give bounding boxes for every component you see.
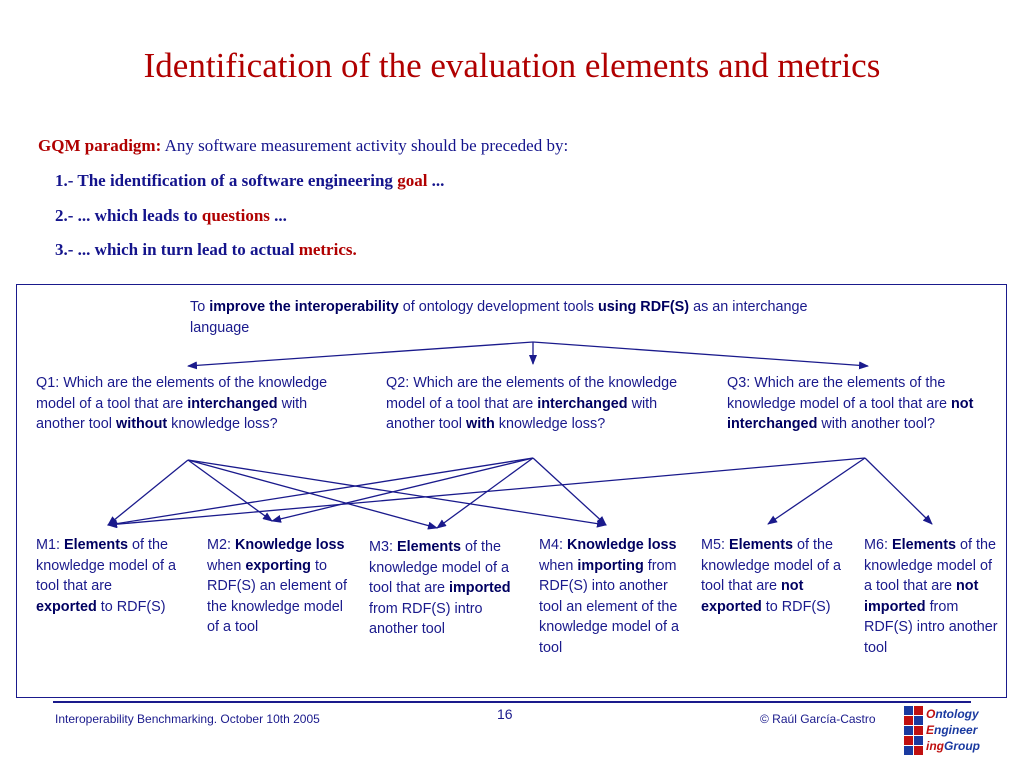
m1-id: M1: — [36, 537, 60, 553]
gqm-step-1-keyword: goal — [397, 171, 428, 190]
q1-text-2: with another tool — [36, 395, 308, 432]
m2-id: M2: — [207, 537, 231, 553]
footer-left-text: Interoperability Benchmarking. October 10th 2005 — [55, 712, 320, 726]
q1-id: Q1: — [36, 375, 60, 391]
gqm-step-1 — [55, 171, 444, 191]
q3-text-1: Which are the elements of the knowledge model of a tool that are — [727, 375, 947, 412]
logo-line-1-cap: O — [926, 707, 936, 721]
m3-bold-2: imported — [449, 580, 511, 596]
goal-bold-1: improve the interoperability — [209, 299, 399, 315]
m2-text-2: to RDF(S) an element of the knowledge model of a tool — [207, 557, 347, 635]
gqm-diagram-frame — [16, 284, 1007, 698]
m6-bold-1: Elements — [892, 537, 956, 553]
logo-text — [926, 706, 980, 754]
footer-divider — [53, 701, 971, 703]
q3-id: Q3: — [727, 375, 751, 391]
q2-bold-1: interchanged — [537, 395, 628, 412]
goal-bold-2: using RDF(S) — [597, 299, 690, 315]
m1-text-1: of the knowledge model of a tool that are — [36, 537, 176, 594]
goal-pre: To — [190, 299, 206, 315]
goal-mid: of ontology development tools — [402, 299, 594, 315]
m1-text-2: to RDF(S) — [100, 598, 166, 615]
slide-title: Identification of the evaluation elements and metrics — [143, 46, 881, 85]
m2-bold-2: exporting — [245, 557, 311, 574]
question-q2 — [386, 373, 686, 435]
gqm-step-2-suffix: ... — [274, 206, 287, 225]
gqm-step-3-prefix: 3.- ... which in turn lead to actual — [55, 240, 295, 259]
goal-node — [190, 297, 850, 338]
m5-text-1: of the knowledge model of a tool that are — [701, 537, 841, 594]
gqm-step-2-prefix: 2.- ... which leads to — [55, 206, 198, 225]
m5-text-2: to RDF(S) — [765, 598, 831, 615]
logo-line-2-cap: E — [926, 723, 935, 737]
q2-text-1: Which are the elements of the knowledge model of a tool that are — [386, 375, 678, 412]
gqm-step-3-keyword: metrics. — [298, 240, 357, 259]
gqm-intro — [38, 136, 568, 156]
q2-bold-2: with — [466, 416, 495, 432]
m2-bold-1: Knowledge loss — [235, 537, 345, 553]
m5-id: M5: — [701, 537, 725, 553]
metric-m4 — [539, 535, 679, 658]
metric-m5 — [701, 535, 841, 617]
m1-bold-2: exported — [36, 598, 97, 615]
m4-text-2: from RDF(S) into another tool an element of the knowledge model of a tool — [539, 557, 679, 656]
gqm-text: Any software measurement activity should be preceded by: — [164, 136, 569, 155]
q3-bold-1: not interchanged — [727, 395, 974, 432]
m4-bold-2: importing — [577, 557, 644, 574]
question-q3 — [727, 373, 999, 435]
oeg-logo — [904, 706, 980, 758]
m4-bold-1: Knowledge loss — [567, 537, 677, 553]
m3-text-1: of the knowledge model of a tool that are — [369, 539, 509, 596]
gqm-step-2 — [55, 206, 287, 226]
m6-id: M6: — [864, 537, 888, 553]
metric-m6 — [864, 535, 999, 658]
page-number: 16 — [497, 706, 513, 722]
gqm-step-2-keyword: questions — [201, 206, 270, 225]
m3-id: M3: — [369, 539, 393, 555]
gqm-step-3 — [55, 240, 357, 260]
m4-text-1: when — [539, 557, 574, 574]
m1-bold-1: Elements — [64, 537, 128, 553]
metric-m3 — [369, 537, 511, 640]
logo-line-2-rest: ngineer — [934, 723, 978, 737]
gqm-step-1-suffix: ... — [431, 171, 445, 190]
q2-text-2: with another tool — [386, 395, 658, 432]
q3-text-2: with another tool? — [821, 416, 935, 432]
metric-m2 — [207, 535, 347, 638]
m3-text-2: from RDF(S) intro another tool — [369, 600, 483, 637]
q1-text-1: Which are the elements of the knowledge model of a tool that are — [36, 375, 328, 412]
logo-line-3-rest: Group — [944, 739, 980, 753]
goal-post: as an interchange language — [190, 299, 808, 336]
footer-copyright: © Raúl García-Castro — [760, 712, 876, 726]
q1-bold-1: interchanged — [187, 395, 278, 412]
m6-text-1: of the knowledge model of a tool that are — [864, 537, 997, 594]
gqm-step-1-prefix: 1.- The identification of a software engineering — [55, 171, 393, 190]
q2-id: Q2: — [386, 375, 410, 391]
question-q1 — [36, 373, 354, 435]
logo-squares-icon — [904, 706, 924, 758]
m2-text-1: when — [207, 557, 242, 574]
logo-line-3-cap: ing — [926, 739, 944, 753]
logo-line-1-rest: ntology — [935, 707, 979, 721]
q1-text-3: knowledge loss? — [171, 416, 278, 432]
m3-bold-1: Elements — [397, 539, 461, 555]
q2-text-3: knowledge loss? — [498, 416, 606, 432]
gqm-label: GQM paradigm: — [38, 136, 162, 155]
m6-text-2: from RDF(S) intro another tool — [864, 598, 998, 656]
m5-bold-2: not exported — [701, 578, 804, 615]
q1-bold-2: without — [116, 416, 168, 432]
m5-bold-1: Elements — [729, 537, 793, 553]
m6-bold-2: not imported — [864, 578, 979, 615]
metric-m1 — [36, 535, 176, 617]
m4-id: M4: — [539, 537, 563, 553]
